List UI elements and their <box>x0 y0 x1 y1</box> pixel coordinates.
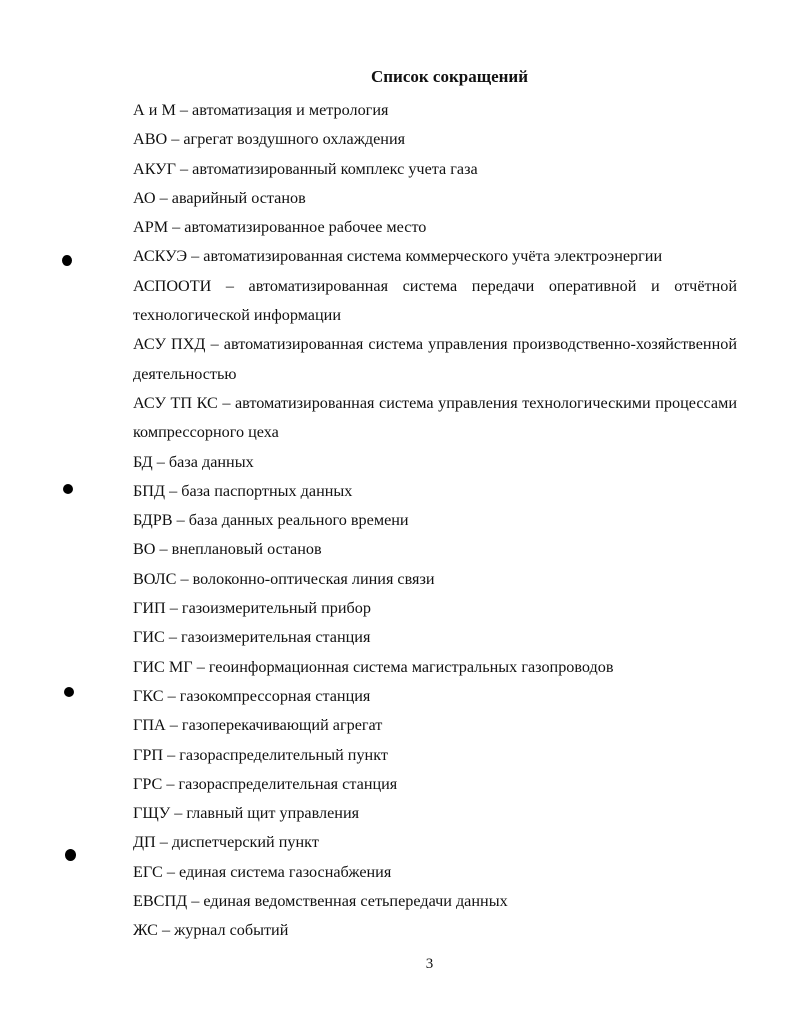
list-item: БД – база данных <box>133 452 254 471</box>
scan-mark <box>62 255 72 266</box>
list-item: ЖС – журнал событий <box>133 921 289 940</box>
list-item: АСУ ПХД – автоматизированная система управления производственно-хозяйственной деятельностью <box>133 335 737 383</box>
scan-mark <box>64 687 74 697</box>
list-item: ГКС – газокомпрессорная станция <box>133 686 371 705</box>
list-item: БПД – база паспортных данных <box>133 481 353 500</box>
list-item: БДРВ – база данных реального времени <box>133 511 409 530</box>
list-item: АСКУЭ – автоматизированная система коммерческого учёта электроэнергии <box>133 247 663 266</box>
page-title: Список сокращений <box>370 67 529 86</box>
list-item: ЕГС – единая система газоснабжения <box>133 862 392 881</box>
list-item: АСУ ТП КС – автоматизированная система управления технологическими процессами компрессорного цеха <box>133 393 737 442</box>
list-item: А и М – автоматизация и метрология <box>133 101 389 119</box>
list-item: АРМ – автоматизированное рабочее место <box>133 218 427 237</box>
scan-mark <box>65 849 76 861</box>
list-item: ГЩУ – главный щит управления <box>133 804 360 823</box>
list-item: ЕВСПД – единая ведомственная сетьпередачи данных <box>133 892 508 911</box>
list-item: ВО – внеплановый останов <box>133 540 322 559</box>
list-item: ДП – диспетчерский пункт <box>133 833 319 852</box>
list-item: ВОЛС – волоконно-оптическая линия связи <box>133 569 435 588</box>
scan-mark <box>63 484 73 494</box>
list-item: АСПООТИ – автоматизированная система передачи оперативной и отчётной технологической информации <box>133 276 737 325</box>
abbreviation-list <box>133 96 737 946</box>
list-item: ГРС – газораспределительная станция <box>133 774 398 793</box>
list-item: АО – аварийный останов <box>133 188 306 207</box>
list-item: ГПА – газоперекачивающий агрегат <box>133 716 383 735</box>
list-item: ГИП – газоизмерительный прибор <box>133 599 371 618</box>
list-item: ГИС – газоизмерительная станция <box>133 628 371 647</box>
list-item: АКУГ – автоматизированный комплекс учета газа <box>133 159 478 178</box>
list-item: ГИС МГ – геоинформационная система магистральных газопроводов <box>133 657 614 676</box>
page-number: 3 <box>425 956 434 972</box>
list-item: АВО – агрегат воздушного охлаждения <box>133 130 406 149</box>
list-item: ГРП – газораспределительный пункт <box>133 745 388 764</box>
